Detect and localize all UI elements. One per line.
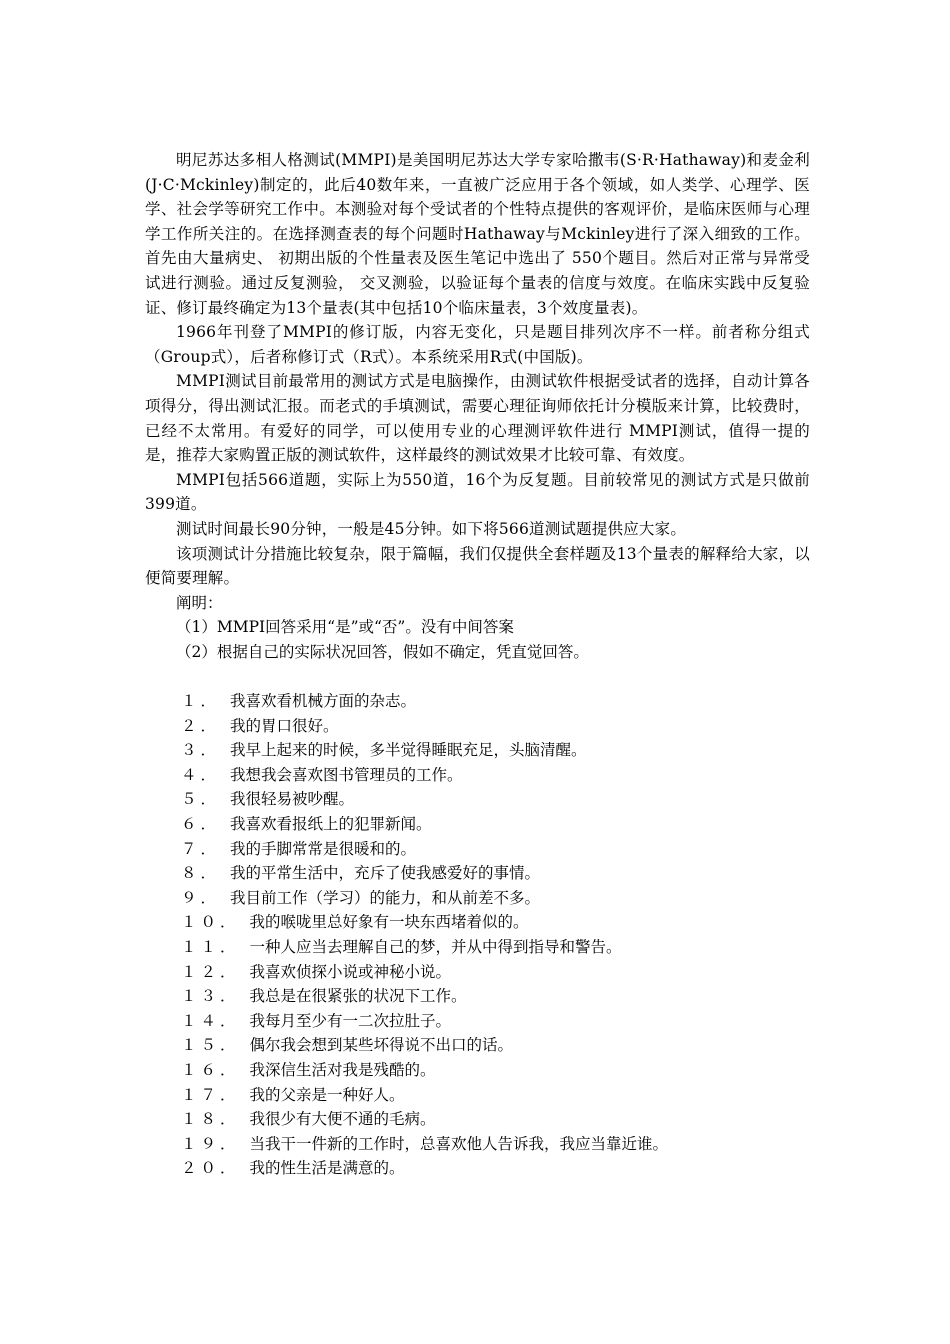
question-item — [145, 910, 810, 935]
question-number: １６． — [181, 1060, 240, 1079]
question-item — [145, 763, 810, 788]
question-item — [145, 984, 810, 1009]
question-item — [145, 1107, 810, 1132]
question-number: １７． — [181, 1085, 240, 1104]
method-paragraph: MMPI测试目前最常用的测试方式是电脑操作，由测试软件根据受试者的选择，自动计算各项得分，得出测试汇报。而老式的手填测试，需要心理征询师依托计分模版来计算，比较费时，已经不太常用。有爱好的同学，可以使用专业的心理测评软件进行 MMPI测试，值得一提的是，推荐大家购置正版的测试软件，这样最终的测试效果才比较可靠、有效度。 — [145, 372, 810, 465]
question-number: １３． — [181, 987, 240, 1006]
question-text: 我喜欢看机械方面的杂志。 — [230, 692, 417, 711]
duration-paragraph: 测试时间最长90分钟，一般是45分钟。如下将566道测试题提供应大家。 — [176, 519, 687, 538]
question-number: １１． — [181, 938, 240, 956]
intro-paragraph: 明尼苏达多相人格测试(MMPI)是美国明尼苏达大学专家哈撒韦(S·R·Hathaway)和麦金利(J·C·Mckinley)制定的，此后40数年来，一直被广泛应用于各个领域，如人类学、心理学、医学、社会学等研究工作中。本测验对每个受试者的个性特点提供的客观评价，是临床医师与心理学工作所关注的。在选择测查表的每个问题时Hathaway与Mckinley进行了深入细致的工作。 首先由大量病史、 初期出版的个性量表及医生笔记中选出了 550个题目。然后对正常与异常受试进行测验。通过反复测验， 交叉测验，以验证每个量表的信度与效度。在临床实践中反复验证、修订最终确定为13个量表(其中包括10个临床量表，3个效度量表)。 — [145, 151, 810, 317]
question-number: １９． — [181, 1134, 240, 1153]
note-item: （1）MMPI回答采用“是”或“否”。没有中间答案 — [176, 618, 514, 637]
question-item — [145, 837, 810, 862]
question-number: ８． — [181, 864, 221, 883]
question-text: 我想我会喜欢图书管理员的工作。 — [230, 765, 463, 784]
question-item — [145, 689, 810, 714]
question-item — [145, 714, 810, 739]
notes-title: 阐明： — [176, 593, 223, 612]
question-number: ７． — [181, 839, 221, 858]
question-text: 我的平常生活中，充斥了使我感爱好的事情。 — [230, 864, 541, 883]
question-item — [145, 935, 810, 960]
revision-paragraph: 1966年刊登了MMPI的修订版，内容无变化，只是题目排列次序不一样。前者称分组式（Group式），后者称修订式（R式）。本系统采用R式(中国版)。 — [145, 323, 810, 366]
question-item — [145, 1083, 810, 1108]
question-item — [145, 738, 810, 763]
question-number: ５． — [181, 790, 221, 809]
question-text: 我总是在很紧张的状况下工作。 — [249, 987, 467, 1006]
question-item — [145, 787, 810, 812]
question-number: １４． — [181, 1011, 240, 1030]
question-text: 我很轻易被吵醒。 — [230, 790, 355, 809]
item-count-paragraph: MMPI包括566道题，实际上为550道，16个为反复题。目前较常见的测试方式是只做前399道。 — [145, 470, 810, 514]
question-number: ９． — [181, 888, 221, 907]
question-number: ４． — [181, 765, 221, 784]
question-text: 我的父亲是一种好人。 — [249, 1085, 405, 1104]
question-text: 我喜欢侦探小说或神秘小说。 — [249, 962, 452, 981]
question-item — [145, 812, 810, 837]
question-text: 我的胃口很好。 — [230, 716, 339, 735]
question-text: 我每月至少有一二次拉肚子。 — [249, 1011, 452, 1030]
question-text: 偶尔我会想到某些坏得说不出口的话。 — [249, 1036, 514, 1055]
question-text: 我的性生活是满意的。 — [249, 1159, 405, 1178]
scoring-paragraph: 该项测试计分措施比较复杂，限于篇幅，我们仅提供全套样题及13个量表的解释给大家，以便简要理解。 — [145, 544, 810, 588]
question-number: １． — [181, 692, 221, 711]
question-text: 我喜欢看报纸上的犯罪新闻。 — [230, 815, 432, 834]
question-text: 我的喉咙里总好象有一块东西堵着似的。 — [249, 913, 529, 932]
question-number: １２． — [181, 962, 240, 981]
question-item — [145, 1156, 810, 1181]
question-text: 我的手脚常常是很暖和的。 — [230, 839, 417, 858]
question-text: 我很少有大便不通的毛病。 — [249, 1110, 436, 1129]
question-list — [145, 689, 810, 1181]
question-number: １０． — [181, 913, 240, 932]
question-item — [145, 960, 810, 985]
question-number: ３． — [181, 741, 221, 760]
question-number: １８． — [181, 1110, 240, 1129]
document-content — [145, 148, 810, 1181]
question-item — [145, 1058, 810, 1083]
question-text: 我目前工作（学习）的能力，和从前差不多。 — [230, 888, 541, 907]
question-number: ２． — [181, 716, 221, 735]
question-number: ２０． — [181, 1159, 240, 1178]
question-text: 我早上起来的时候，多半觉得睡眠充足，头脑清醒。 — [230, 741, 587, 760]
question-item — [145, 861, 810, 886]
question-item — [145, 1132, 810, 1157]
question-item — [145, 886, 810, 911]
question-item — [145, 1033, 810, 1058]
question-text: 当我干一件新的工作时，总喜欢他人告诉我，我应当靠近谁。 — [249, 1134, 669, 1153]
question-number: ６． — [181, 815, 221, 834]
question-text: 我深信生活对我是残酷的。 — [249, 1060, 436, 1079]
question-item — [145, 1009, 810, 1034]
question-text: 一种人应当去理解自己的梦，并从中得到指导和警告。 — [249, 938, 622, 956]
note-item: （2）根据自己的实际状况回答，假如不确定，凭直觉回答。 — [176, 642, 589, 661]
question-number: １５． — [181, 1036, 240, 1055]
blank-line — [145, 664, 810, 689]
